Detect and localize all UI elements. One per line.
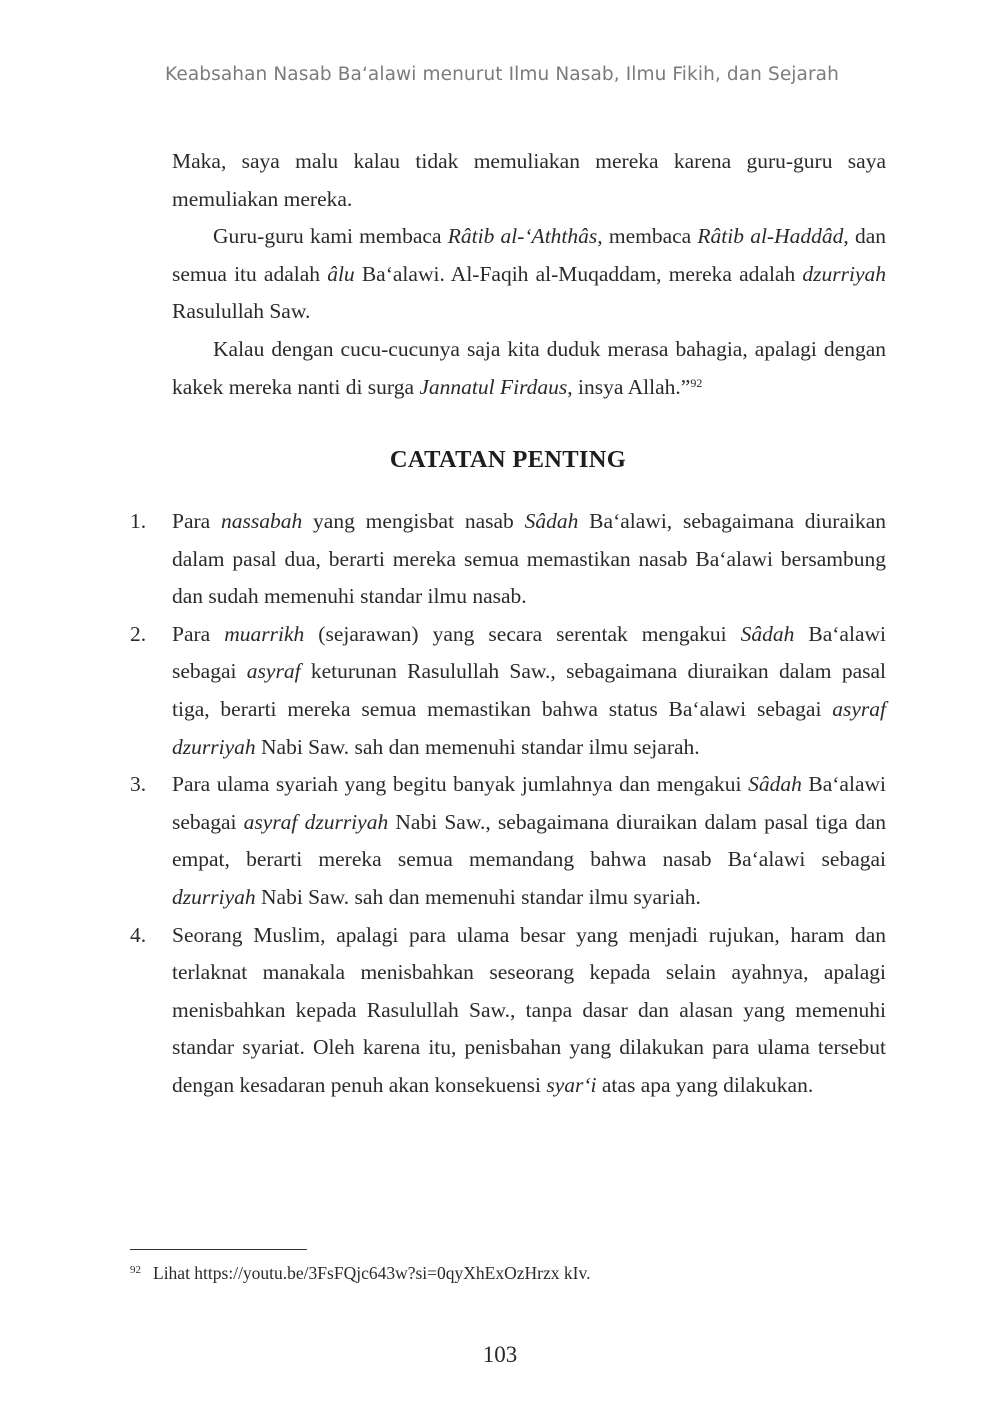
paragraph (172, 331, 886, 406)
section-heading: CATATAN PENTING (389, 446, 627, 473)
italic-term: muarrikh (224, 621, 305, 646)
list-item (130, 616, 886, 766)
list-item (130, 917, 886, 1105)
list-text: Para (172, 621, 225, 646)
italic-term: âlu (327, 261, 355, 286)
paragraph-text: Ba‘alawi. Al-Faqih al-Muqaddam, mereka adalah (354, 261, 803, 286)
footnote-reference[interactable]: 92 (690, 375, 703, 390)
paragraph-text: Kalau dengan cucu-cucunya saja kita duduk merasa bahagia, apalagi dengan kakek mereka nanti di surga (172, 336, 886, 399)
list-item (130, 766, 886, 916)
italic-term: asyraf dzurriyah (243, 809, 389, 834)
italic-term: Jannatul Firdaus (419, 374, 568, 399)
list-text: atas apa yang dilakukan. (596, 1072, 814, 1097)
list-number: 1. (130, 509, 147, 533)
italic-term: dzurriyah (802, 261, 887, 286)
footnote (130, 1263, 886, 1284)
list-text: (sejarawan) yang secara serentak mengakui (304, 621, 741, 646)
italic-term: dzurriyah (172, 884, 256, 909)
list-text: keturunan Rasulullah Saw., sebagaimana diuraikan dalam pasal tiga, berarti mereka semua memastikan bahwa status Ba‘alawi sebagai (172, 659, 887, 721)
body-text (172, 143, 886, 406)
paragraph-text: , membaca (597, 224, 698, 249)
italic-term: Sâdah (524, 509, 579, 533)
italic-term: nassabah (221, 509, 303, 533)
paragraph-text: , dan semua itu adalah (172, 224, 886, 286)
list-text: Ba‘alawi sebagai (172, 772, 886, 834)
italic-term: Râtib al-Haddâd (697, 224, 844, 249)
running-head: Keabsahan Nasab Ba‘alawi menurut Ilmu Nasab, Ilmu Fikih, dan Sejarah (165, 64, 839, 85)
list-text: yang mengisbat nasab (302, 509, 525, 533)
list-number: 4. (130, 922, 147, 947)
italic-term: Râtib al-‘Aththâs (447, 224, 598, 249)
italic-term: asyraf dzurriyah (172, 696, 886, 759)
list-text: Nabi Saw., sebagaimana diuraikan dalam pasal tiga dan empat, berarti mereka semua memandang bahwa nasab Ba‘alawi sebagai (172, 809, 886, 872)
footnote-number: 92 (130, 1264, 141, 1276)
paragraph-text: Guru-guru kami membaca (213, 224, 448, 249)
list-number: 2. (130, 621, 147, 646)
list-text: Seorang Muslim, apalagi para ulama besar yang menjadi rujukan, haram dan terlaknat manakala menisbahkan seseorang kepada selain ayahnya, apalagi menisbahkan kepada Rasulullah Saw., tanpa dasar dan alasan yang memenuhi standar syariat. Oleh karena itu, penisbahan yang dilakukan para ulama tersebut dengan kesadaran penuh akan konsekuensi (172, 922, 886, 1097)
paragraph-text: , insya Allah.” (567, 374, 691, 399)
footnote-divider (130, 1249, 307, 1250)
italic-term: Sâdah (740, 621, 795, 646)
italic-term: syar‘i (546, 1072, 597, 1097)
footnote-text[interactable]: Lihat https://youtu.be/3FsFQjc643w?si=0qyXhExOzHrzx kIv. (153, 1263, 591, 1283)
paragraph (172, 218, 886, 331)
list-text: Nabi Saw. sah dan memenuhi standar ilmu syariah. (255, 884, 701, 909)
list-text: Para ulama syariah yang begitu banyak jumlahnya dan mengakui (172, 772, 749, 797)
list-text: Para (172, 509, 222, 533)
list-text: Nabi Saw. sah dan memenuhi standar ilmu sejarah. (255, 734, 700, 759)
list-item (130, 503, 886, 616)
list-text: Ba‘alawi sebagai (172, 621, 886, 684)
list-text: Ba‘alawi, sebagaimana diuraikan dalam pasal dua, berarti mereka semua memastikan nasab Ba‘alawi bersambung dan sudah memenuhi standar ilmu nasab. (172, 509, 887, 609)
paragraph-text: Rasulullah Saw. (172, 299, 311, 324)
list-number: 3. (130, 772, 147, 797)
paragraph (172, 143, 886, 218)
page-number: 103 (482, 1342, 518, 1367)
numbered-list (130, 503, 886, 1105)
italic-term: asyraf (246, 659, 301, 684)
paragraph-text: Maka, saya malu kalau tidak memuliakan mereka karena guru-guru saya memuliakan mereka. (172, 149, 886, 211)
italic-term: Sâdah (748, 772, 802, 797)
